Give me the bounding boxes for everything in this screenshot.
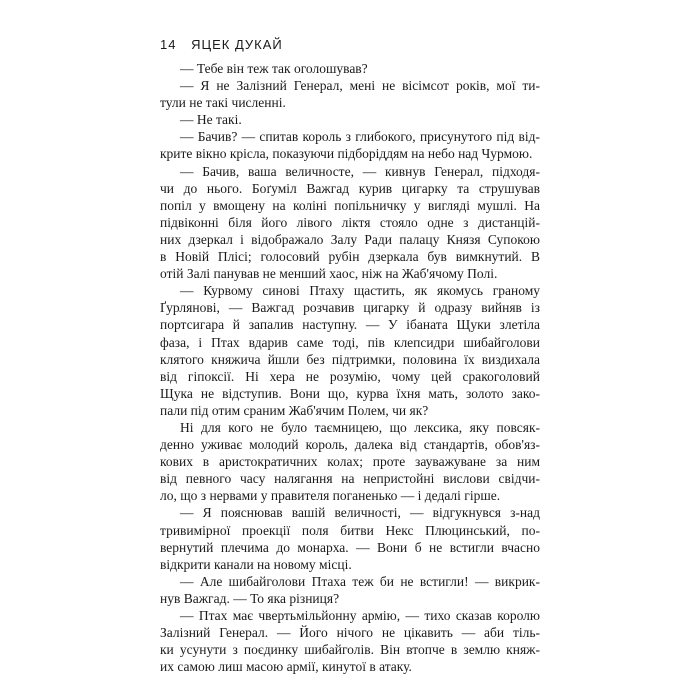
text-line: — Я не Залізний Генерал, мені не вісімсот років, мої ти- [180,78,540,94]
text-line: отій Залі панував не менший хаос, ніж на Жаб'ячому Полі. [160,266,498,282]
text-line: Щука не відступив. Вони що, курва їхня мать, золото зако- [160,385,540,401]
text-line: — Бачив? — спитав король з глибокого, присунутого під від- [180,129,540,145]
text-line: тули не такі численні. [160,95,286,111]
text-line: нув Важгад. — То яка різниця? [160,590,340,606]
text-line: Ні для кого не було таємницею, що лексика, яку повсяк- [180,419,540,435]
text-line: — Бачив, ваша величносте, — кивнув Генерал, підходя- [180,163,540,179]
page-number: 14 [160,37,177,52]
text-line: тривимірної проекції поля битви Некс Плюцинський, по- [160,522,540,538]
text-line: крите вікно крісла, показуючи підборіддям на небо над Чурмою. [160,146,533,162]
text-line: від певного часу налягання на непристойні вислови свідчи- [160,471,540,487]
text-line: — Тебе він теж так оголошував? [180,61,368,76]
text-line: кових в аристократичних колах; проте зауважуване за ним [160,454,540,470]
text-line: — Курвому синові Птаху щастить, як якомусь граному [180,283,540,299]
text-line: Залізний Генерал. — Його нічого не цікавить — аби тіль- [160,625,540,641]
text-line: ло, що з нервами у правителя поганенько — і дедалі гірше. [160,488,501,504]
author-name: ЯЦЕК ДУКАЙ [191,37,283,52]
text-line: пали під отим сраним Жаб'ячим Полем, чи як? [160,402,429,418]
text-line: — Птах має чвертьмільйонну армію, — тихо сказав королю [180,608,540,623]
text-line: фаза, і Птах вдарив саме тоді, пів клепсидри шибайголови [160,334,540,350]
running-head [160,37,283,52]
text-line: в Новій Плісі; голосовий рубін дзеркала був вимкнутий. В [160,249,540,265]
text-line: попіл у вмощену на коліні попільничку у вигляді мушлі. На [160,197,540,213]
text-line: — Не такі. [180,112,242,128]
text-line: клятого княжича йшли без підтримки, половина їх виздихала [160,351,540,367]
text-line: вернутий плечима до монарха. — Вони б не встигли вчасно [160,539,540,555]
text-line: денно уживає молодий король, далека від стандартів, обов'яз- [160,437,540,453]
text-line: Ґурлянові, — Важгад розчавив цигарку й одразу вийняв із [160,300,540,316]
text-line: чи до нього. Боґуміл Важгад курив цигарку та струшував [160,180,540,196]
text-line: них дзеркал і відображало Залу Ради палацу Князя Супокою [160,231,540,247]
text-line: — Але шибайголови Птаха теж би не встигли! — викрик- [180,573,540,589]
text-line: — Я пояснював вашій величності, — відгукнувся з-над [180,505,540,521]
text-line: від гіпоксії. Ні хера не розумію, чому цей сракоголовий [160,368,540,384]
text-line: портсигара й запалив наступну. — У ібаната Щуки злетіла [160,317,540,333]
body-text [160,60,540,675]
text-line: ки усунути з поєдинку шибайголів. Він втопче в землю княж- [160,642,540,658]
text-line: их самою лиш масою армії, кинутої в атаку. [160,659,412,675]
text-line: відкрити канали на новому місці. [160,556,352,572]
text-line: підвіконні біля його лівого ліктя стояло одне з дистанцій- [160,214,540,230]
